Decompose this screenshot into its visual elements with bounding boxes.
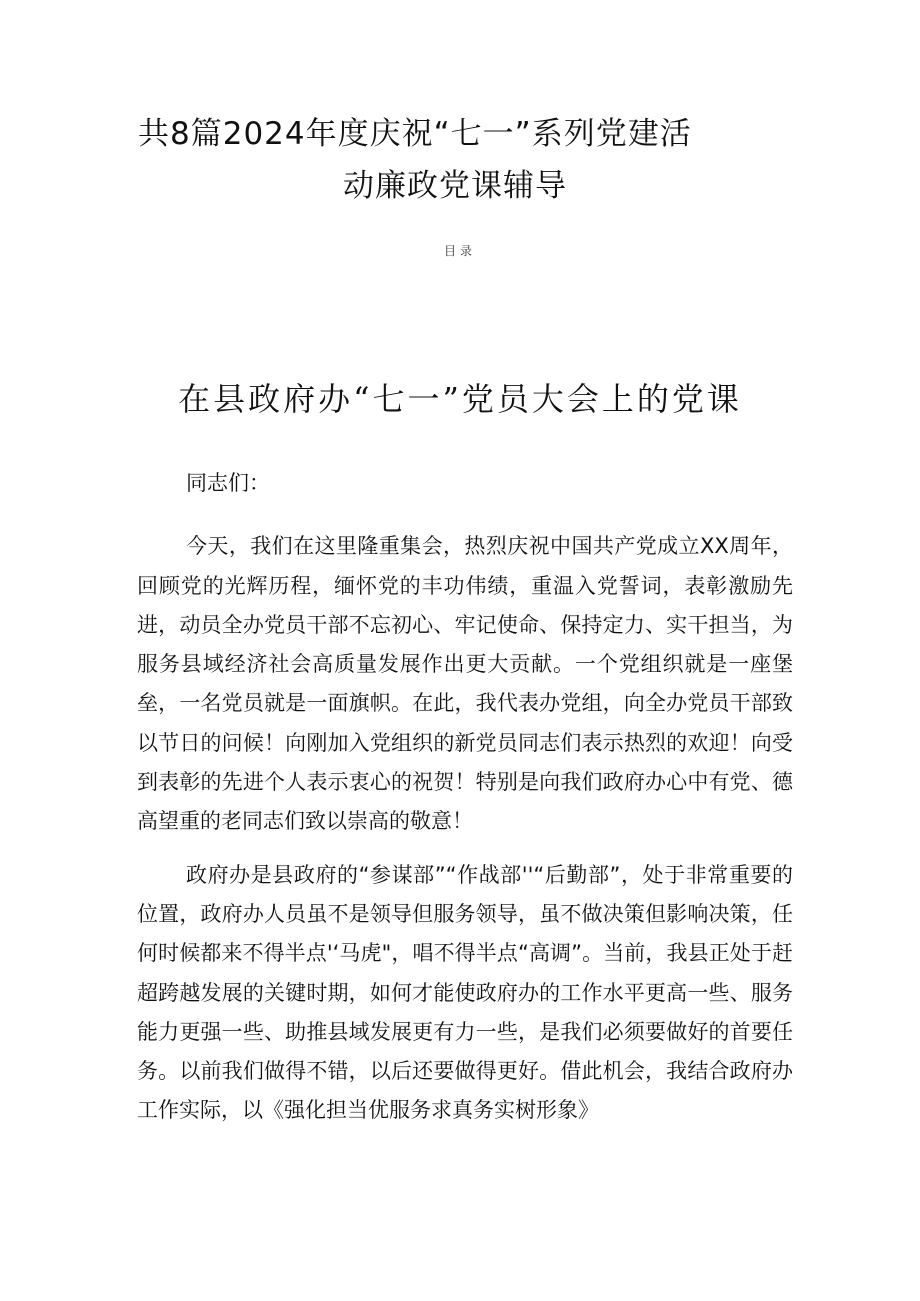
document-title-line-2: 动廉政党课辅导 (343, 168, 567, 204)
body-text (137, 464, 793, 1145)
paragraph-1: 今天，我们在这里隆重集会，热烈庆祝中国共产党成立XX周年，回顾党的光辉历程，缅怀党的丰功伟绩，重温入党誓词，表彰激励先进，动员全办党员干部不忘初心、牢记使命、保持定力、实干担当，为服务县域经济社会高质量发展作出更大贡献。一个党组织就是一座堡垒，一名党员就是一面旗帜。在此，我代表办党组，向全办党员干部致以节日的问候！向刚加入党组织的新党员同志们表示热烈的欢迎！向受到表彰的先进个人表示衷心的祝贺！特别是向我们政府办心中有党、德高望重的老同志们致以崇高的敬意！ (137, 534, 793, 834)
document-title-line-1: 共8篇2024年度庆祝“七一”系列党建活 (138, 116, 692, 152)
table-of-contents-label: 目录 (443, 244, 476, 258)
salutation: 同志们： (186, 471, 270, 495)
paragraph-2: 政府办是县政府的“参谋部”“作战部''“后勤部”，处于非常重要的位置，政府办人员虽不是领导但服务领导，虽不做决策但影响决策，任何时候都来不得半点'‘马虎"，唱不得半点“高调”。当前，我县正处于赶超跨越发展的关键时期，如何才能使政府办的工作水平更高一些、服务能力更强一些、助推县域发展更有力一些，是我们必须要做好的首要任务。以前我们做得不错，以后还要做得更好。借此机会，我结合政府办工作实际，以《强化担当优服务求真务实树形象》 (137, 862, 793, 1123)
section-title: 在县政府办“七一”党员大会上的党课 (178, 380, 742, 418)
document-title (120, 108, 760, 212)
